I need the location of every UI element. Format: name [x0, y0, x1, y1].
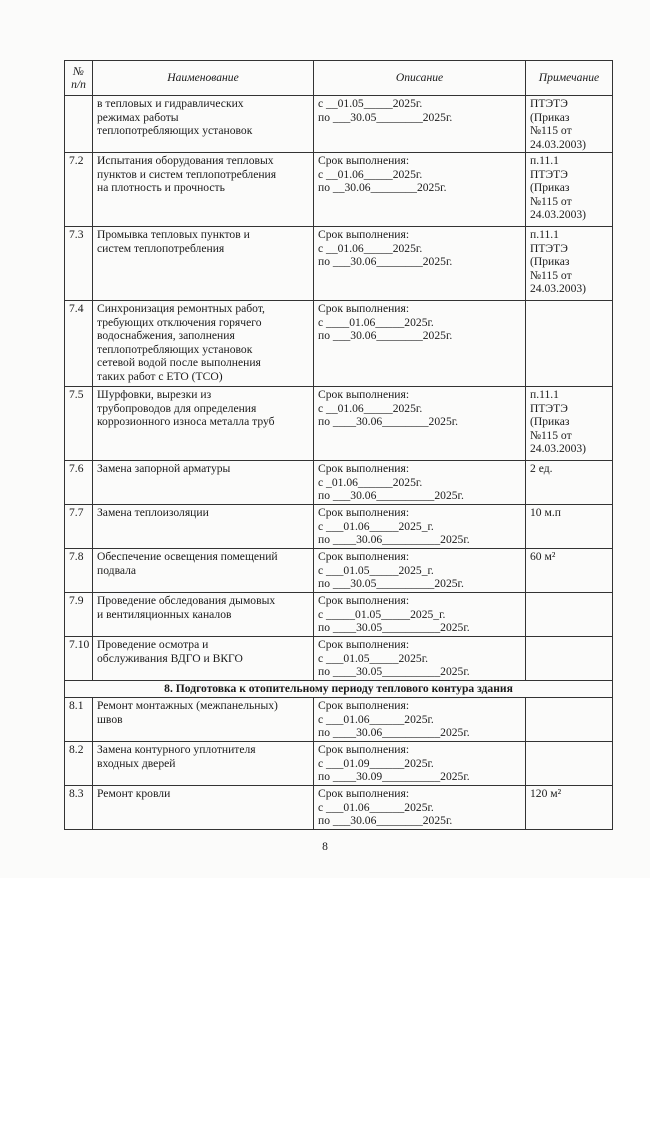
- row-description: Срок выполнения: с ___01.05_____2025_г. по ___30.05__________2025г.: [314, 549, 526, 593]
- row-note: п.11.1 ПТЭТЭ (Приказ №115 от 24.03.2003): [526, 153, 613, 227]
- table-row: [65, 593, 613, 637]
- row-name: Ремонт монтажных (межпанельных) швов: [93, 698, 314, 742]
- row-note: 120 м²: [526, 786, 613, 830]
- table-row: [65, 505, 613, 549]
- section-heading-row: [65, 681, 613, 698]
- row-description: Срок выполнения: с ___01.06_____2025_г. по ____30.06__________2025г.: [314, 505, 526, 549]
- row-number: 7.10: [65, 637, 93, 681]
- table-row: [65, 637, 613, 681]
- table-row: [65, 461, 613, 505]
- row-description: Срок выполнения: с _____01.05_____2025_г. по ____30.05__________2025г.: [314, 593, 526, 637]
- row-description: Срок выполнения: с _01.06______2025г. по ___30.06__________2025г.: [314, 461, 526, 505]
- row-name: Проведение обследования дымовых и вентиляционных каналов: [93, 593, 314, 637]
- row-description: Срок выполнения: с ___01.06______2025г. по ___30.06________2025г.: [314, 786, 526, 830]
- row-note: [526, 593, 613, 637]
- header-name: Наименование: [93, 61, 314, 96]
- row-description: Срок выполнения: с ___01.06______2025г. по ____30.06__________2025г.: [314, 698, 526, 742]
- page-number: 8: [322, 840, 328, 853]
- table-row: [65, 387, 613, 461]
- blank-area: [0, 878, 650, 1147]
- row-description: Срок выполнения: с ___01.05_____2025г. по ____30.05__________2025г.: [314, 637, 526, 681]
- row-name: Промывка тепловых пунктов и систем теплопотребления: [93, 227, 314, 301]
- row-note: [526, 698, 613, 742]
- row-name: Синхронизация ремонтных работ, требующих отключения горячего водоснабжения, заполнения теплопотребляющих установок сетевой водой после выполнения таких работ с ЕТО (ТСО): [93, 301, 314, 387]
- row-note: [526, 637, 613, 681]
- table-row: [65, 698, 613, 742]
- table-row: [65, 301, 613, 387]
- row-number: 7.5: [65, 387, 93, 461]
- row-number: 7.6: [65, 461, 93, 505]
- row-number: 8.3: [65, 786, 93, 830]
- work-plan-table: [64, 60, 613, 830]
- row-description: Срок выполнения: с ____01.06_____2025г. по ___30.06________2025г.: [314, 301, 526, 387]
- section-heading: 8. Подготовка к отопительному периоду теплового контура здания: [65, 681, 613, 698]
- row-note: ПТЭТЭ (Приказ №115 от 24.03.2003): [526, 96, 613, 153]
- table-row: [65, 153, 613, 227]
- header-note: Примечание: [526, 61, 613, 96]
- header-number: № п/п: [65, 61, 93, 96]
- row-note: 2 ед.: [526, 461, 613, 505]
- table-row: [65, 786, 613, 830]
- row-number: 7.2: [65, 153, 93, 227]
- row-description: с __01.05_____2025г. по ___30.05________2025г.: [314, 96, 526, 153]
- row-note: п.11.1 ПТЭТЭ (Приказ №115 от 24.03.2003): [526, 227, 613, 301]
- row-description: Срок выполнения: с __01.06_____2025г. по ___30.06________2025г.: [314, 227, 526, 301]
- row-number: 7.3: [65, 227, 93, 301]
- row-note: 60 м²: [526, 549, 613, 593]
- row-note: [526, 301, 613, 387]
- row-number: 8.2: [65, 742, 93, 786]
- row-note: 10 м.п: [526, 505, 613, 549]
- row-name: Обеспечение освещения помещений подвала: [93, 549, 314, 593]
- row-name: в тепловых и гидравлических режимах работы теплопотребляющих установок: [93, 96, 314, 153]
- table-row: [65, 96, 613, 153]
- row-name: Ремонт кровли: [93, 786, 314, 830]
- row-name: Испытания оборудования тепловых пунктов и систем теплопотребления на плотность и прочность: [93, 153, 314, 227]
- row-description: Срок выполнения: с __01.06_____2025г. по __30.06________2025г.: [314, 153, 526, 227]
- row-description: Срок выполнения: с ___01.09______2025г. по ____30.09__________2025г.: [314, 742, 526, 786]
- row-note: п.11.1 ПТЭТЭ (Приказ №115 от 24.03.2003): [526, 387, 613, 461]
- row-number: 7.7: [65, 505, 93, 549]
- row-name: Замена запорной арматуры: [93, 461, 314, 505]
- row-description: Срок выполнения: с __01.06_____2025г. по ____30.06________2025г.: [314, 387, 526, 461]
- table-row: [65, 549, 613, 593]
- table-row: [65, 742, 613, 786]
- row-number: [65, 96, 93, 153]
- row-number: 8.1: [65, 698, 93, 742]
- table-header-row: [65, 61, 613, 96]
- row-name: Замена теплоизоляции: [93, 505, 314, 549]
- row-name: Шурфовки, вырезки из трубопроводов для определения коррозионного износа металла труб: [93, 387, 314, 461]
- row-number: 7.9: [65, 593, 93, 637]
- row-note: [526, 742, 613, 786]
- row-name: Проведение осмотра и обслуживания ВДГО и ВКГО: [93, 637, 314, 681]
- header-description: Описание: [314, 61, 526, 96]
- row-name: Замена контурного уплотнителя входных дверей: [93, 742, 314, 786]
- table-row: [65, 227, 613, 301]
- row-number: 7.8: [65, 549, 93, 593]
- row-number: 7.4: [65, 301, 93, 387]
